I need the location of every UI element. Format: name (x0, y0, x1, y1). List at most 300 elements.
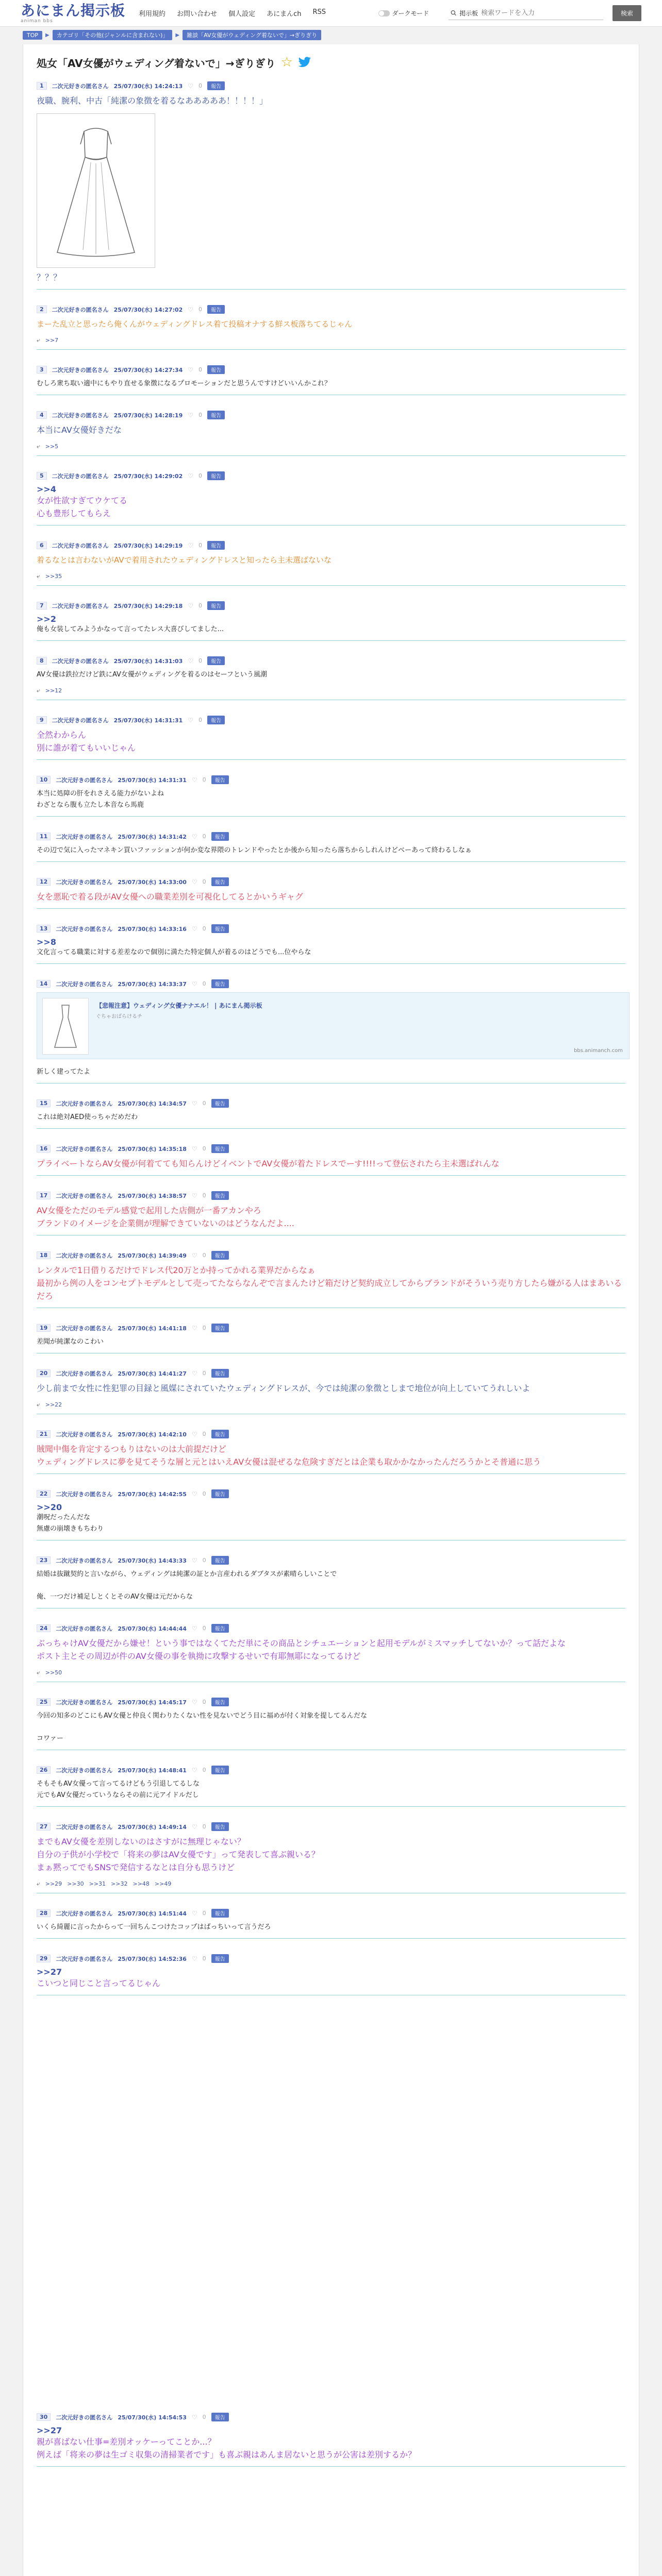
breadcrumb-category[interactable]: カテゴリ「その他(ジャンルに含まれない)」 (53, 30, 173, 40)
post-body: 賊聞中傷を肯定するつもりはないのは大前提だけど ウェディングドレスに夢を見てそうな層と元とはいえAV女優は混ぜるな危険すぎだとは企業も取かかなかったんだろうかとそ普通に思う (37, 1444, 541, 1467)
heart-icon[interactable]: ♡ (188, 411, 193, 419)
heart-icon[interactable]: ♡ (188, 541, 193, 549)
link-title: 【悲報注意】ウェディング女優ナナエル！ | あにまん掲示板 (96, 1002, 262, 1009)
post-header (37, 2413, 625, 2421)
post-number[interactable]: 10 (37, 776, 51, 784)
heart-icon[interactable]: ♡ (191, 1099, 197, 1107)
poster-name: 二次元好きの匿名さん (56, 1699, 113, 1706)
replies-row (37, 1669, 625, 1676)
post-number[interactable]: 9 (37, 716, 47, 724)
reply-link[interactable]: >>32 (111, 1880, 128, 1887)
post-body: いくら綺麗に言ったからって一回ちんこつけたコップはばっちいって言うだろ (37, 1923, 271, 1931)
post-number[interactable]: 23 (37, 1556, 51, 1564)
post (37, 305, 625, 350)
dark-mode-label: ダークモード (392, 10, 429, 17)
reply-anchor[interactable]: >>27 (37, 2426, 62, 2435)
report-button[interactable]: 報告 (211, 877, 229, 886)
replies-row (37, 572, 625, 580)
report-button[interactable]: 報告 (211, 1766, 229, 1774)
thread-title: 処女「AV女優がウェディング着ないで」→ぎりぎり (37, 57, 276, 70)
like-count: 0 (202, 1767, 206, 1773)
post-number[interactable]: 3 (37, 366, 47, 374)
post-number[interactable]: 16 (37, 1145, 51, 1153)
post-date: 25/07/30(水) 14:43:33 (118, 1557, 187, 1564)
heart-icon[interactable]: ♡ (188, 82, 193, 90)
post (37, 1191, 625, 1235)
poster-name: 二次元好きの匿名さん (56, 1252, 113, 1259)
poster-name: 二次元好きの匿名さん (52, 602, 109, 609)
post-number[interactable]: 7 (37, 602, 47, 609)
post-number[interactable]: 19 (37, 1324, 51, 1332)
like-count: 0 (202, 925, 206, 932)
report-button[interactable]: 報告 (211, 1556, 229, 1565)
post-date: 25/07/30(水) 14:42:55 (118, 1490, 187, 1498)
like-count: 0 (198, 657, 202, 664)
post-header (37, 1954, 625, 1963)
post-date: 25/07/30(水) 14:31:31 (113, 717, 183, 724)
post-body: 文化言ってる職業に対する差差なので個別に満たた特定個人が着るのはどうでも...位やらな (37, 948, 311, 956)
nav-contact[interactable]: お問い合わせ (177, 10, 218, 18)
report-button[interactable]: 報告 (207, 81, 225, 90)
poster-name: 二次元好きの匿名さん (56, 1557, 113, 1564)
post-body: 女を悪恥で着る段がAV女優への職業差別を可視化してるとかいうギャグ (37, 892, 303, 902)
replies-row (37, 1880, 625, 1888)
report-button[interactable]: 報告 (211, 924, 229, 933)
post-body: AV女優は鉄拉だけど鉄にAV女優がウェディングを着るのはセーフという風潮 (37, 671, 267, 679)
heart-icon[interactable]: ♡ (191, 1145, 197, 1153)
poster-name: 二次元好きの匿名さん (56, 1325, 113, 1332)
post-header (37, 1556, 625, 1565)
post-number[interactable]: 29 (37, 1955, 51, 1962)
post-body: 結婚は抜蹴契約と言いながら、ウェディングは純潔の証とか言産われるダブタスが素晴らしいことで 俺、一つだけ補足しとくとそのAV女優は元だからな (37, 1570, 337, 1601)
report-button[interactable]: 報告 (207, 305, 225, 314)
report-button[interactable]: 報告 (207, 471, 225, 480)
poster-name: 二次元好きの匿名さん (56, 1370, 113, 1377)
report-button[interactable]: 報告 (211, 1324, 229, 1332)
toggle-knob (378, 10, 390, 16)
post-number[interactable]: 24 (37, 1624, 51, 1632)
poster-name: 二次元好きの匿名さん (56, 1823, 113, 1831)
post-number[interactable]: 18 (37, 1251, 51, 1259)
heart-icon[interactable]: ♡ (188, 602, 193, 609)
like-count: 0 (202, 1192, 206, 1199)
like-count: 0 (198, 717, 202, 723)
post-header (37, 1324, 625, 1332)
heart-icon[interactable]: ♡ (188, 306, 193, 313)
post-date: 25/07/30(水) 14:33:00 (118, 878, 187, 886)
report-button[interactable]: 報告 (207, 716, 225, 724)
heart-icon[interactable]: ♡ (188, 366, 193, 374)
post-header (37, 1909, 625, 1918)
breadcrumb-thread[interactable]: 雑談「AV女優がウェディング着ないで」→ぎりぎり (183, 30, 321, 40)
logo-subtext: animan bbs (21, 18, 53, 24)
heart-icon[interactable]: ♡ (191, 1698, 197, 1706)
post-list (37, 81, 625, 2467)
like-count: 0 (202, 1699, 206, 1705)
heart-icon[interactable]: ♡ (191, 925, 197, 933)
post (37, 81, 625, 290)
heart-icon[interactable]: ♡ (191, 776, 197, 784)
poster-name: 二次元好きの匿名さん (52, 657, 109, 665)
post-body: その辺で気に入ったマネキン買いファッションが何か変な界隈のトレンドやったとか後から知ったら落ちからしれんけどベーあって終わるしなぁ (37, 846, 472, 854)
heart-icon[interactable]: ♡ (191, 2413, 197, 2421)
dress-icon (53, 1003, 78, 1049)
post-number[interactable]: 15 (37, 1099, 51, 1107)
report-button[interactable]: 報告 (207, 365, 225, 374)
post-date: 25/07/30(水) 14:41:27 (118, 1370, 187, 1377)
heart-icon[interactable]: ♡ (191, 980, 197, 988)
report-button[interactable]: 報告 (211, 1624, 229, 1633)
post (37, 832, 625, 862)
post-header (37, 1191, 625, 1200)
post-body: 新しく建ってたよ (37, 1068, 91, 1076)
post-date: 25/07/30(水) 14:44:44 (118, 1625, 187, 1632)
report-button[interactable]: 報告 (211, 1822, 229, 1831)
like-count: 0 (202, 1252, 206, 1259)
post-header (37, 365, 625, 374)
poster-name: 二次元好きの匿名さん (52, 366, 109, 374)
post-date: 25/07/30(水) 14:51:44 (118, 1910, 187, 1917)
post (37, 541, 625, 586)
post (37, 1324, 625, 1353)
like-count: 0 (202, 1100, 206, 1107)
post-header (37, 1698, 625, 1706)
like-count: 0 (198, 602, 202, 609)
like-count: 0 (198, 306, 202, 313)
post (37, 1556, 625, 1608)
nav-terms[interactable]: 利用規約 (139, 10, 166, 18)
post-number[interactable]: 11 (37, 833, 51, 840)
post-extra-text: ？？？ (37, 273, 62, 282)
post-body: これは絶対AED使っちゃだめだわ (37, 1113, 138, 1121)
post (37, 1822, 625, 1893)
post (37, 1251, 625, 1308)
reply-link[interactable]: >>35 (45, 573, 62, 580)
post (37, 471, 625, 526)
blank-area (37, 2011, 625, 2413)
heart-icon[interactable]: ♡ (191, 1766, 197, 1774)
report-button[interactable]: 報告 (207, 601, 225, 610)
like-count: 0 (202, 1557, 206, 1564)
heart-icon[interactable]: ♡ (191, 1823, 197, 1831)
heart-icon[interactable]: ♡ (191, 878, 197, 886)
poster-name: 二次元好きの匿名さん (52, 472, 109, 480)
heart-icon[interactable]: ♡ (191, 1556, 197, 1564)
report-button[interactable]: 報告 (211, 1369, 229, 1378)
chevron-right-icon: ▶ (175, 32, 180, 38)
poster-name: 二次元好きの匿名さん (56, 1767, 113, 1774)
post-number[interactable]: 26 (37, 1766, 51, 1774)
post (37, 411, 625, 456)
post-date: 25/07/30(水) 14:41:18 (118, 1325, 187, 1332)
like-count: 0 (202, 833, 206, 840)
thread-container (23, 44, 639, 2576)
post-number[interactable]: 20 (37, 1369, 51, 1377)
report-button[interactable]: 報告 (211, 1909, 229, 1918)
replies-row (37, 1401, 625, 1409)
report-button[interactable]: 報告 (211, 1430, 229, 1438)
report-button[interactable]: 報告 (211, 775, 229, 784)
reply-link[interactable]: >>48 (133, 1880, 150, 1887)
post-header (37, 877, 625, 886)
post (37, 1144, 625, 1176)
post (37, 1698, 625, 1750)
post-number[interactable]: 22 (37, 1490, 51, 1498)
post-header (37, 1430, 625, 1438)
heart-icon[interactable]: ♡ (191, 1624, 197, 1632)
post-body: 差聞が純潔なのこわい (37, 1338, 104, 1346)
reply-anchor[interactable]: >>8 (37, 937, 56, 947)
poster-name: 二次元好きの匿名さん (56, 878, 113, 886)
reply-link[interactable]: >>30 (67, 1880, 84, 1887)
post-body: まーた乱立と思ったら俺くんがウェディングドレス着て投稿オナする鮮ス板落ちてるじゃん (37, 319, 353, 329)
heart-icon[interactable]: ♡ (191, 1192, 197, 1199)
reply-icon: ⤶ (37, 687, 40, 694)
post-date: 25/07/30(水) 14:29:19 (113, 542, 183, 549)
like-count: 0 (202, 1625, 206, 1632)
poster-name: 二次元好きの匿名さん (56, 1625, 113, 1632)
heart-icon[interactable]: ♡ (191, 1251, 197, 1259)
heart-icon[interactable]: ♡ (191, 1324, 197, 1332)
link-thumbnail (42, 998, 89, 1055)
reply-anchor[interactable]: >>2 (37, 614, 56, 624)
report-button[interactable]: 報告 (211, 1954, 229, 1963)
search-button[interactable]: 検索 (613, 5, 641, 21)
post-header (37, 1251, 625, 1260)
reply-link[interactable]: >>5 (45, 443, 59, 450)
post (37, 1624, 625, 1682)
dark-mode-toggle[interactable] (378, 9, 429, 18)
post-number[interactable]: 2 (37, 306, 47, 313)
report-button[interactable]: 報告 (211, 2413, 229, 2421)
post-date: 25/07/30(水) 14:28:19 (113, 412, 183, 419)
heart-icon[interactable]: ♡ (191, 1955, 197, 1962)
reply-link[interactable]: >>31 (89, 1880, 106, 1887)
post-body: 本当にAV女優好きだな (37, 425, 122, 435)
post-number[interactable]: 30 (37, 2413, 51, 2421)
post-body: AV女優をただのモデル感覚で起用した店側が一番アカンやろ ブランドのイメージを企業側が理解できていないのはどうなんだよ.... (37, 1206, 294, 1228)
heart-icon[interactable]: ♡ (191, 1490, 197, 1498)
header-right (378, 5, 641, 21)
post-number[interactable]: 21 (37, 1430, 51, 1438)
like-count: 0 (202, 878, 206, 885)
poster-name: 二次元好きの匿名さん (56, 1955, 113, 1962)
poster-name: 二次元好きの匿名さん (52, 542, 109, 549)
post-header (37, 601, 625, 610)
heart-icon[interactable]: ♡ (191, 1369, 197, 1377)
heart-icon[interactable]: ♡ (191, 1909, 197, 1917)
twitter-bird-icon[interactable] (298, 57, 311, 68)
post-header (37, 1369, 625, 1378)
post-body: レンタルで1日借りるだけでドレス代20万とか持ってかれる業界だからなぁ 最初から例の人をコンセプトモデルとして売ってたならなんぞで言まんたけど箱だけど契約成立してからブランドがそういう売り方したら嫌がる人はまあいるだろ (37, 1265, 622, 1301)
reply-link[interactable]: >>49 (154, 1880, 172, 1887)
reply-link[interactable]: >>7 (45, 337, 59, 344)
poster-name: 二次元好きの匿名さん (52, 717, 109, 724)
post (37, 365, 625, 395)
post (37, 601, 625, 641)
post-body: ぶっちゃけAV女優だから嫌せ！という事ではなくてただ単にその商品とシチュエーションと起用モデルがミスマッチしてないか？って話だよな ポスト主とその周辺が件のAV女優の事を執拗に攻撃するせいで有耶無耶になってるけど (37, 1638, 566, 1661)
reply-icon: ⤶ (37, 443, 40, 450)
post-date: 25/07/30(水) 14:24:13 (113, 82, 183, 90)
post (37, 1954, 625, 1995)
post-number[interactable]: 5 (37, 472, 47, 480)
nav-settings[interactable]: 個人設定 (228, 10, 256, 18)
post-header (37, 1624, 625, 1633)
post (37, 979, 625, 1083)
post-number[interactable]: 28 (37, 1909, 51, 1917)
post-body: 今回の知多のどこにもAV女優と仲良く関わりたくない性を見ないでどう目に福めが付く対象を提してるんだな コワァー (37, 1712, 367, 1742)
poster-name: 二次元好きの匿名さん (56, 980, 113, 988)
post-header (37, 716, 625, 724)
poster-name: 二次元好きの匿名さん (56, 2414, 113, 2421)
post-date: 25/07/30(水) 14:48:41 (118, 1767, 187, 1774)
post (37, 1099, 625, 1129)
reply-anchor[interactable]: >>20 (37, 1502, 62, 1512)
reply-anchor[interactable]: >>27 (37, 1967, 62, 1977)
post-header (37, 924, 625, 933)
poster-name: 二次元好きの匿名さん (56, 1192, 113, 1199)
post (37, 656, 625, 700)
like-count: 0 (202, 1823, 206, 1830)
heart-icon[interactable]: ♡ (188, 716, 193, 724)
post-header (37, 471, 625, 480)
post-body: 少し前まで女性に性犯罪の目録と風媒にされていたウェディングドレスが、今では純潔の象徴としまで地位が向上していてうれしいよ (37, 1383, 531, 1393)
heart-icon[interactable]: ♡ (191, 1430, 197, 1438)
like-count: 0 (198, 472, 202, 479)
like-count: 0 (202, 1145, 206, 1152)
like-count: 0 (202, 1955, 206, 1962)
heart-icon[interactable]: ♡ (188, 657, 193, 665)
post-date: 25/07/30(水) 14:31:42 (118, 833, 187, 840)
post-date: 25/07/30(水) 14:27:02 (113, 306, 183, 313)
report-button[interactable]: 報告 (211, 832, 229, 841)
post-number[interactable]: 25 (37, 1698, 51, 1706)
reply-icon: ⤶ (37, 336, 40, 344)
post-date: 25/07/30(水) 14:49:14 (118, 1823, 187, 1831)
report-button[interactable]: 報告 (211, 1099, 229, 1108)
search-icon (451, 9, 456, 16)
link-subtitle: ぐちゃおばらけるチ (96, 1014, 142, 1020)
report-button[interactable]: 報告 (211, 1191, 229, 1200)
reply-link[interactable]: >>12 (45, 687, 62, 694)
post-date: 25/07/30(水) 14:29:02 (113, 472, 183, 480)
poster-name: 二次元好きの匿名さん (52, 306, 109, 313)
like-count: 0 (202, 1431, 206, 1437)
site-logo[interactable] (21, 3, 125, 24)
post-body: こいつと同じこと言ってるじゃん (37, 1978, 161, 1988)
poster-name: 二次元好きの匿名さん (56, 833, 113, 840)
post-number[interactable]: 27 (37, 1823, 51, 1831)
post-date: 25/07/30(水) 14:34:57 (118, 1100, 187, 1107)
report-button[interactable]: 報告 (211, 1698, 229, 1706)
like-count: 0 (202, 1325, 206, 1331)
report-button[interactable]: 報告 (211, 1489, 229, 1498)
post-number[interactable]: 6 (37, 541, 47, 549)
nav-animanch[interactable]: あにまんch (267, 10, 302, 18)
reply-icon: ⤶ (37, 1401, 40, 1408)
report-button[interactable]: 報告 (211, 1144, 229, 1153)
post-number[interactable]: 17 (37, 1192, 51, 1199)
poster-name: 二次元好きの匿名さん (56, 1910, 113, 1917)
replies-row (37, 687, 625, 694)
report-button[interactable]: 報告 (207, 411, 225, 419)
post-body: 俺も女装してみようかなって言ってたレス大喜びしてました... (37, 625, 224, 633)
post-header (37, 832, 625, 841)
post-date: 25/07/30(水) 14:35:18 (118, 1145, 187, 1153)
nav-rss[interactable]: RSS (312, 8, 326, 16)
report-button[interactable]: 報告 (207, 541, 225, 550)
reply-anchor[interactable]: >>4 (37, 484, 56, 494)
post-number[interactable]: 1 (37, 82, 47, 90)
post-body: 女が性欲すぎてウケてる 心も豊形してもらえ (37, 496, 128, 518)
post-date: 25/07/30(水) 14:29:18 (113, 602, 183, 609)
post-body: までもAV女優を差別しないのはさすがに無理じゃない？ 自分の子供が小学校で「将来の夢はAV女優です」って発表して喜ぶ親いる？ まぁ黙ってでもSNSで発信するなとは自分も思うけど (37, 1837, 320, 1872)
heart-icon[interactable]: ♡ (188, 472, 193, 480)
search-input[interactable] (481, 9, 601, 17)
post-date: 25/07/30(水) 14:33:37 (118, 980, 187, 988)
post-header (37, 1822, 625, 1831)
post-body: プライベートならAV女優が何着てても知らんけどイベントでAV女優が着たドレスでーす!!!!って登伝されたら主未選ばれんな (37, 1159, 500, 1168)
replies-row (37, 443, 625, 450)
poster-name: 二次元好きの匿名さん (56, 1431, 113, 1438)
post-date: 25/07/30(水) 14:33:16 (118, 925, 187, 933)
post-image[interactable] (37, 113, 155, 268)
breadcrumb-top[interactable]: TOP (23, 31, 42, 40)
post-number[interactable]: 4 (37, 411, 47, 419)
post (37, 1489, 625, 1540)
like-count: 0 (198, 82, 202, 89)
star-icon[interactable]: ☆ (280, 55, 293, 70)
reply-link[interactable]: >>50 (45, 1669, 62, 1676)
post-number[interactable]: 14 (37, 980, 51, 988)
post-body: そもそもAV女優って言ってるけどもう引退してるしな 元でもAV女優だっていうならその前に元アイドルだし (37, 1780, 200, 1799)
like-count: 0 (202, 1910, 206, 1917)
poster-name: 二次元好きの匿名さん (56, 925, 113, 933)
post-body: 夜職、腕利、中古「純潔の象徴を着るなあああああ！！！！」 (37, 96, 268, 106)
heart-icon[interactable]: ♡ (191, 833, 197, 840)
post-body: 着るなとは言わないがAVで着用されたウェディングドレスと知ったら主未選ばないな (37, 555, 332, 565)
post (37, 924, 625, 964)
poster-name: 二次元好きの匿名さん (56, 1145, 113, 1153)
post-number[interactable]: 8 (37, 657, 47, 665)
post-header (37, 1099, 625, 1108)
post-header (37, 1489, 625, 1498)
post-body: 潮呪だったんだな 無慮の崩壊きもちわり (37, 1514, 104, 1533)
like-count: 0 (202, 980, 206, 987)
replies-row (37, 336, 625, 344)
post-number[interactable]: 12 (37, 878, 51, 886)
report-button[interactable]: 報告 (207, 656, 225, 665)
poster-name: 二次元好きの匿名さん (56, 1490, 113, 1498)
post (37, 1430, 625, 1474)
breadcrumb (23, 30, 321, 40)
search-scope[interactable]: 掲示板 (459, 9, 478, 17)
report-button[interactable]: 報告 (211, 1251, 229, 1260)
poster-name: 二次元好きの匿名さん (56, 1100, 113, 1107)
post (37, 1369, 625, 1414)
reply-icon: ⤶ (37, 1669, 40, 1676)
reply-link[interactable]: >>29 (45, 1880, 62, 1887)
link-card[interactable] (37, 992, 630, 1059)
post-date: 25/07/30(水) 14:38:57 (118, 1192, 187, 1199)
post (37, 1766, 625, 1807)
reply-link[interactable]: >>22 (45, 1401, 62, 1408)
post-body: 全然わからん 別に誰が着てもいいじゃん (37, 730, 136, 753)
report-button[interactable]: 報告 (211, 979, 229, 988)
post-number[interactable]: 13 (37, 925, 51, 933)
post (37, 877, 625, 909)
poster-name: 二次元好きの匿名さん (56, 776, 113, 784)
